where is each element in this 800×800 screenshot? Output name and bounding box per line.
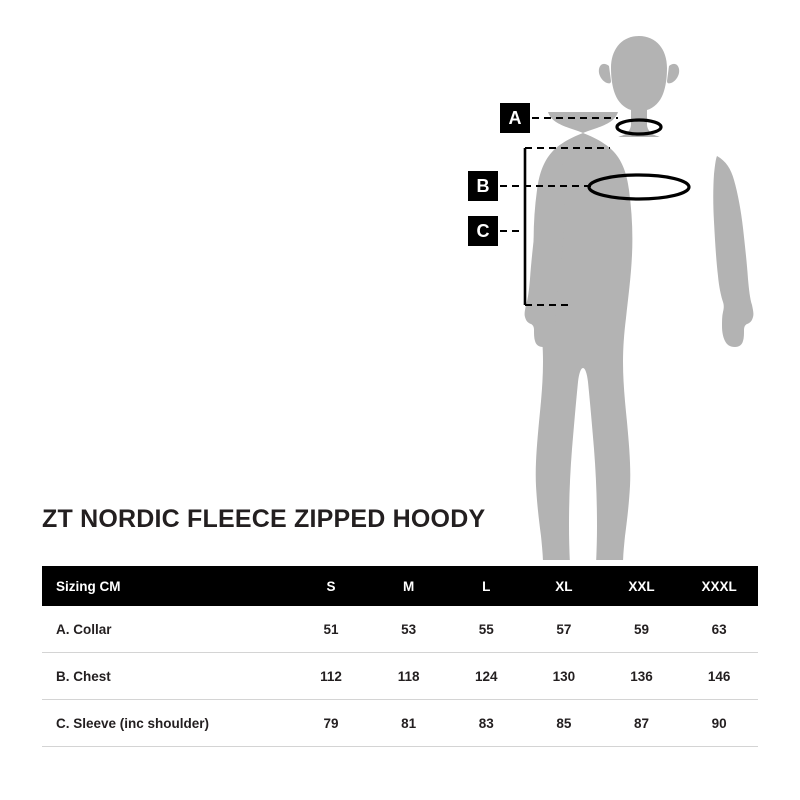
cell-chest-xxxl: 146 [680, 653, 758, 700]
row-label-collar: A. Collar [42, 606, 292, 653]
cell-chest-xl: 130 [525, 653, 603, 700]
size-chart-table [42, 566, 758, 747]
cell-sleeve-l: 83 [447, 700, 525, 747]
column-header-l: L [447, 566, 525, 606]
cell-sleeve-xxxl: 90 [680, 700, 758, 747]
column-header-xxxl: XXXL [680, 566, 758, 606]
mannequin-silhouette [525, 36, 754, 560]
column-header-xl: XL [525, 566, 603, 606]
cell-sleeve-xl: 85 [525, 700, 603, 747]
cell-chest-m: 118 [370, 653, 448, 700]
cell-chest-l: 124 [447, 653, 525, 700]
callout-c-box [468, 216, 498, 246]
cell-collar-xxl: 59 [603, 606, 681, 653]
row-label-chest: B. Chest [42, 653, 292, 700]
svg-text:C: C [476, 221, 490, 241]
callout-a-box [500, 103, 530, 133]
table-row [42, 700, 758, 747]
cell-collar-s: 51 [292, 606, 370, 653]
cell-collar-xxxl: 63 [680, 606, 758, 653]
row-label-sleeve: C. Sleeve (inc shoulder) [42, 700, 292, 747]
column-header-xxl: XXL [603, 566, 681, 606]
cell-collar-xl: 57 [525, 606, 603, 653]
page-title: ZT NORDIC FLEECE ZIPPED HOODY [42, 505, 486, 533]
svg-text:B: B [476, 176, 490, 196]
callout-b-box [468, 171, 498, 201]
column-header-s: S [292, 566, 370, 606]
cell-sleeve-xxl: 87 [603, 700, 681, 747]
cell-sleeve-s: 79 [292, 700, 370, 747]
cell-collar-m: 53 [370, 606, 448, 653]
cell-sleeve-m: 81 [370, 700, 448, 747]
svg-text:A: A [508, 108, 522, 128]
cell-chest-s: 112 [292, 653, 370, 700]
table-header-row [42, 566, 758, 606]
cell-chest-xxl: 136 [603, 653, 681, 700]
column-header-sizing: Sizing CM [42, 566, 292, 606]
table-row [42, 606, 758, 653]
table-row [42, 653, 758, 700]
cell-collar-l: 55 [447, 606, 525, 653]
column-header-m: M [370, 566, 448, 606]
